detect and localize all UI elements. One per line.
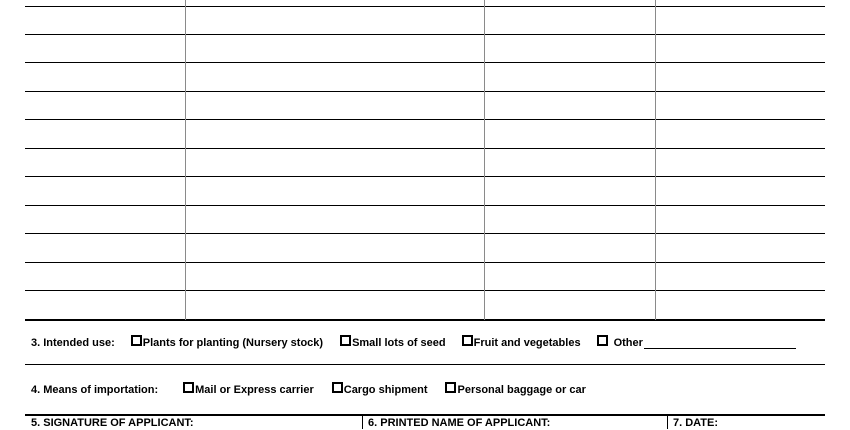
checkbox-fruit-and-vegetables[interactable] — [462, 335, 473, 346]
table-cell[interactable] — [656, 63, 824, 90]
table-cell[interactable] — [26, 92, 184, 118]
table-cell[interactable] — [485, 149, 654, 175]
table-cell[interactable] — [656, 206, 824, 232]
table-cell[interactable] — [485, 206, 654, 232]
checkbox-plants-for-planting[interactable] — [131, 335, 142, 346]
table-cell[interactable] — [656, 177, 824, 204]
table-cell[interactable] — [26, 63, 184, 90]
date-label: 7. DATE: — [673, 417, 719, 429]
table-cell[interactable] — [485, 263, 654, 289]
table-cell[interactable] — [656, 7, 824, 33]
option-cargo-shipment-label: Cargo shipment — [343, 384, 428, 396]
table-cell[interactable] — [186, 63, 483, 90]
table-cell[interactable] — [26, 177, 184, 204]
checkbox-small-lots-of-seed[interactable] — [340, 335, 351, 346]
other-specify-field[interactable] — [644, 338, 796, 349]
table-cell[interactable] — [26, 35, 184, 61]
table-cell[interactable] — [186, 291, 483, 318]
table-cell[interactable] — [656, 149, 824, 175]
option-other[interactable] — [597, 337, 796, 349]
table-cell[interactable] — [26, 7, 184, 33]
date-field[interactable] — [667, 416, 823, 429]
item-entry-table — [25, 0, 825, 320]
table-cell[interactable] — [26, 149, 184, 175]
table-cell[interactable] — [485, 7, 654, 33]
table-cell[interactable] — [186, 149, 483, 175]
option-personal-baggage-or-car[interactable] — [445, 384, 585, 396]
means-of-importation-row — [25, 384, 586, 396]
table-cell[interactable] — [485, 35, 654, 61]
option-plants-for-planting-label: Plants for planting (Nursery stock) — [142, 337, 324, 349]
table-cell[interactable] — [26, 263, 184, 289]
option-mail-or-express-carrier[interactable] — [183, 384, 314, 396]
checkbox-other[interactable] — [597, 335, 608, 346]
table-cell[interactable] — [485, 291, 654, 318]
checkbox-personal-baggage-or-car[interactable] — [445, 382, 456, 393]
option-fruit-and-vegetables-label: Fruit and vegetables — [473, 337, 581, 349]
table-cell[interactable] — [485, 120, 654, 147]
table-cell[interactable] — [485, 63, 654, 90]
option-other-label: Other — [613, 337, 643, 349]
table-cell[interactable] — [186, 234, 483, 261]
table-cell[interactable] — [656, 263, 824, 289]
table-cell[interactable] — [26, 120, 184, 147]
table-cell[interactable] — [485, 92, 654, 118]
intended-use-label: 3. Intended use: — [31, 337, 115, 349]
means-of-importation-label: 4. Means of importation: — [31, 384, 159, 396]
table-cell[interactable] — [26, 206, 184, 232]
table-cell[interactable] — [656, 92, 824, 118]
option-cargo-shipment[interactable] — [332, 384, 428, 396]
table-cell[interactable] — [186, 7, 483, 33]
table-cell[interactable] — [485, 177, 654, 204]
table-cell[interactable] — [186, 35, 483, 61]
table-cell[interactable] — [26, 234, 184, 261]
option-small-lots-of-seed[interactable] — [340, 337, 446, 349]
table-cell[interactable] — [186, 263, 483, 289]
option-fruit-and-vegetables[interactable] — [462, 337, 581, 349]
option-small-lots-of-seed-label: Small lots of seed — [352, 337, 446, 349]
table-cell[interactable] — [656, 234, 824, 261]
checkbox-mail-or-express-carrier[interactable] — [183, 382, 194, 393]
printed-name-field[interactable] — [362, 416, 668, 429]
table-cell[interactable] — [186, 120, 483, 147]
table-cell[interactable] — [186, 177, 483, 204]
table-cell[interactable] — [186, 92, 483, 118]
table-cell[interactable] — [26, 291, 184, 318]
option-plants-for-planting[interactable] — [131, 337, 323, 349]
table-cell[interactable] — [656, 35, 824, 61]
checkbox-cargo-shipment[interactable] — [332, 382, 343, 393]
table-cell[interactable] — [485, 234, 654, 261]
table-cell[interactable] — [656, 291, 824, 318]
section-divider — [25, 364, 825, 365]
intended-use-row — [25, 337, 796, 349]
option-mail-or-express-carrier-label: Mail or Express carrier — [195, 384, 314, 396]
printed-name-label: 6. PRINTED NAME OF APPLICANT: — [368, 417, 551, 429]
option-personal-baggage-or-car-label: Personal baggage or car — [457, 384, 586, 396]
table-cell[interactable] — [186, 206, 483, 232]
signature-field[interactable] — [25, 416, 361, 429]
table-cell[interactable] — [656, 120, 824, 147]
signature-label: 5. SIGNATURE OF APPLICANT: — [31, 417, 194, 429]
table-row-line — [25, 319, 825, 321]
